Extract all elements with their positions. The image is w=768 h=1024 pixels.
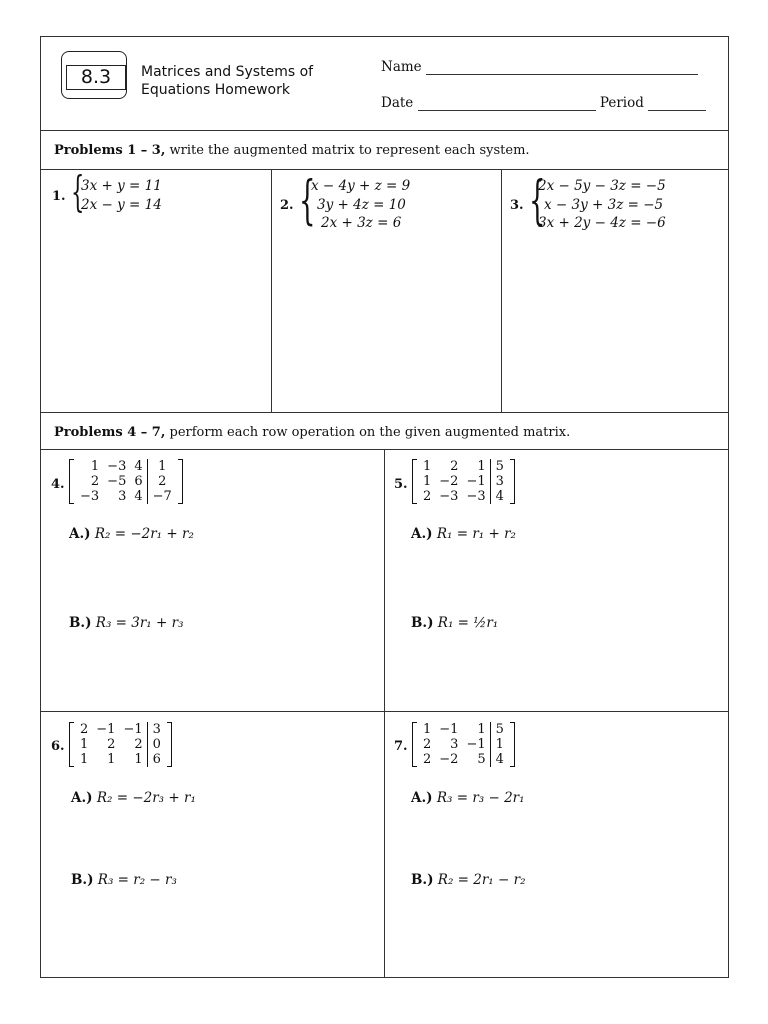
problem-4-a-operation: R₂ = −2r₁ + r₂ (94, 526, 194, 542)
part2-vertical-divider (384, 449, 385, 977)
date-label: Date (381, 95, 414, 111)
problem-2-eq-3: 2x + 3z = 6 (321, 215, 402, 231)
period-label: Period (599, 95, 644, 111)
problem-5-b-operation: R₁ = ½r₁ (437, 615, 499, 631)
part2-instruction-text: perform each row operation on the given augmented matrix. (165, 425, 571, 440)
matrix-cell: −3 (466, 489, 486, 504)
problem-5-a-operation: R₁ = r₁ + r₂ (436, 526, 516, 542)
matrix-cell: 1 (134, 752, 143, 767)
problem-3-eq-2: x − 3y + 3z = −5 (544, 196, 664, 213)
matrix-cell: −3 (80, 489, 100, 504)
matrix-cell: 4 (134, 489, 143, 504)
problem-3-system (538, 177, 666, 233)
matrix-cell: −1 (466, 737, 486, 752)
part2-middle-divider (41, 711, 728, 712)
problem-7-number: 7. (394, 739, 408, 754)
matrix-augmented-cell: 4 (490, 489, 508, 504)
matrix-augmented-cell: 6 (147, 752, 165, 767)
matrix-augmented-cell: 5 (490, 722, 508, 737)
name-label: Name (381, 59, 422, 75)
problem-5-part-a (411, 526, 516, 542)
matrix-augmented-cell: 3 (147, 722, 165, 737)
part1-divider-2 (501, 169, 502, 412)
problem-1-brace: { (71, 167, 85, 216)
problem-6-a-operation: R₂ = −2r₃ + r₁ (96, 790, 196, 806)
worksheet-title (141, 63, 313, 99)
matrix-cell: 3 (118, 489, 127, 504)
matrix-cell: −1 (466, 474, 486, 489)
part1-header-divider (41, 169, 728, 170)
matrix-cell: 2 (80, 722, 89, 737)
section-number: 8.3 (66, 65, 126, 90)
date-line[interactable] (418, 97, 596, 111)
matrix-augmented-cell: 5 (490, 459, 508, 474)
problem-7-matrix (412, 722, 515, 767)
matrix-augmented-cell: 4 (490, 752, 508, 767)
problem-1-number: 1. (52, 189, 66, 204)
matrix-cell: −1 (439, 722, 459, 737)
problem-4-a-label: A.) (69, 526, 91, 542)
worksheet (40, 36, 729, 978)
matrix-augmented-cell: 0 (147, 737, 165, 752)
part1-instruction (54, 143, 530, 158)
matrix-cell: 3 (450, 737, 459, 752)
matrix-augmented-cell: 1 (147, 459, 176, 474)
part1-divider-1 (271, 169, 272, 412)
problem-6-matrix (69, 722, 172, 767)
problem-6-b-label: B.) (71, 872, 94, 888)
problem-3-brace: { (529, 171, 546, 231)
matrix-cell: 2 (450, 459, 459, 474)
problem-4-part-a (69, 526, 194, 542)
matrix-cell: −1 (96, 722, 116, 737)
problem-4-matrix (69, 459, 183, 504)
problem-6-b-operation: R₃ = r₂ − r₃ (97, 872, 177, 888)
problem-6-part-a (71, 790, 196, 806)
matrix-augmented-cell: −7 (147, 489, 176, 504)
matrix-cell: 1 (423, 722, 432, 737)
part2-instruction-bold: Problems 4 – 7, (54, 425, 166, 440)
title-line-2: Equations Homework (141, 82, 290, 98)
matrix-cell: 5 (477, 752, 486, 767)
problem-5-a-label: A.) (411, 526, 433, 542)
matrix-augmented-cell: 1 (490, 737, 508, 752)
problem-4-b-label: B.) (69, 615, 92, 631)
period-line[interactable] (648, 97, 706, 111)
header-divider (41, 130, 728, 131)
matrix-cell: −5 (107, 474, 127, 489)
problem-1-eq-2: 2x − y = 14 (81, 196, 162, 213)
matrix-cell: 1 (80, 752, 89, 767)
problem-5-matrix (412, 459, 515, 504)
matrix-cell: 1 (90, 459, 100, 474)
problem-5-b-label: B.) (411, 615, 434, 631)
problem-3-eq-1: 2x − 5y − 3z = −5 (538, 178, 666, 194)
matrix-augmented-cell: 2 (147, 474, 176, 489)
problem-2-eq-2: 3y + 4z = 10 (317, 196, 406, 213)
matrix-cell: 1 (423, 474, 432, 489)
matrix-cell: 2 (107, 737, 116, 752)
matrix-cell: 2 (423, 489, 432, 504)
part1-instruction-bold: Problems 1 – 3, (54, 143, 166, 158)
matrix-cell: −3 (107, 459, 127, 474)
matrix-cell: 4 (134, 459, 143, 474)
matrix-cell: −1 (123, 722, 143, 737)
part1-bottom-divider (41, 412, 728, 413)
problem-2-system (311, 177, 410, 233)
name-field[interactable] (381, 59, 698, 75)
problem-5-number: 5. (394, 477, 408, 492)
problem-7-b-operation: R₂ = 2r₁ − r₂ (437, 872, 526, 888)
problem-3-number: 3. (510, 198, 524, 213)
problem-4-b-operation: R₃ = 3r₁ + r₃ (95, 615, 184, 631)
part1-instruction-text: write the augmented matrix to represent each system. (165, 143, 530, 158)
problem-7-part-b (411, 872, 525, 888)
matrix-cell: −3 (439, 489, 459, 504)
matrix-cell: 1 (107, 752, 116, 767)
matrix-cell: 1 (477, 722, 486, 737)
problem-7-part-a (411, 790, 525, 806)
matrix-cell: 1 (80, 737, 89, 752)
name-line[interactable] (426, 61, 698, 75)
title-line-1: Matrices and Systems of (141, 64, 314, 80)
problem-6-number: 6. (51, 739, 65, 754)
problem-6-part-b (71, 872, 177, 888)
matrix-cell: −2 (439, 752, 459, 767)
problem-1-system (81, 177, 162, 214)
problem-7-a-label: A.) (411, 790, 433, 806)
problem-7-b-label: B.) (411, 872, 434, 888)
matrix-cell: 2 (423, 737, 432, 752)
problem-5-part-b (411, 615, 498, 631)
matrix-augmented-cell: 3 (490, 474, 508, 489)
problem-2-number: 2. (280, 198, 294, 213)
problem-3-eq-3: 3x + 2y − 4z = −6 (538, 215, 666, 231)
matrix-cell: 2 (90, 474, 100, 489)
problem-4-part-b (69, 615, 183, 631)
problem-1-eq-1: 3x + y = 11 (81, 178, 162, 194)
matrix-cell: 1 (477, 459, 486, 474)
problem-2-brace: { (299, 171, 316, 231)
matrix-cell: 2 (423, 752, 432, 767)
problem-6-a-label: A.) (71, 790, 93, 806)
matrix-cell: 6 (134, 474, 143, 489)
part2-instruction (54, 425, 570, 440)
date-period-fields (381, 95, 706, 111)
matrix-cell: 1 (423, 459, 432, 474)
problem-2-eq-1: x − 4y + z = 9 (311, 178, 411, 194)
matrix-cell: 2 (134, 737, 143, 752)
problem-7-a-operation: R₃ = r₃ − 2r₁ (436, 790, 525, 806)
section-badge (61, 51, 127, 99)
problem-4-number: 4. (51, 477, 65, 492)
matrix-cell: −2 (439, 474, 459, 489)
